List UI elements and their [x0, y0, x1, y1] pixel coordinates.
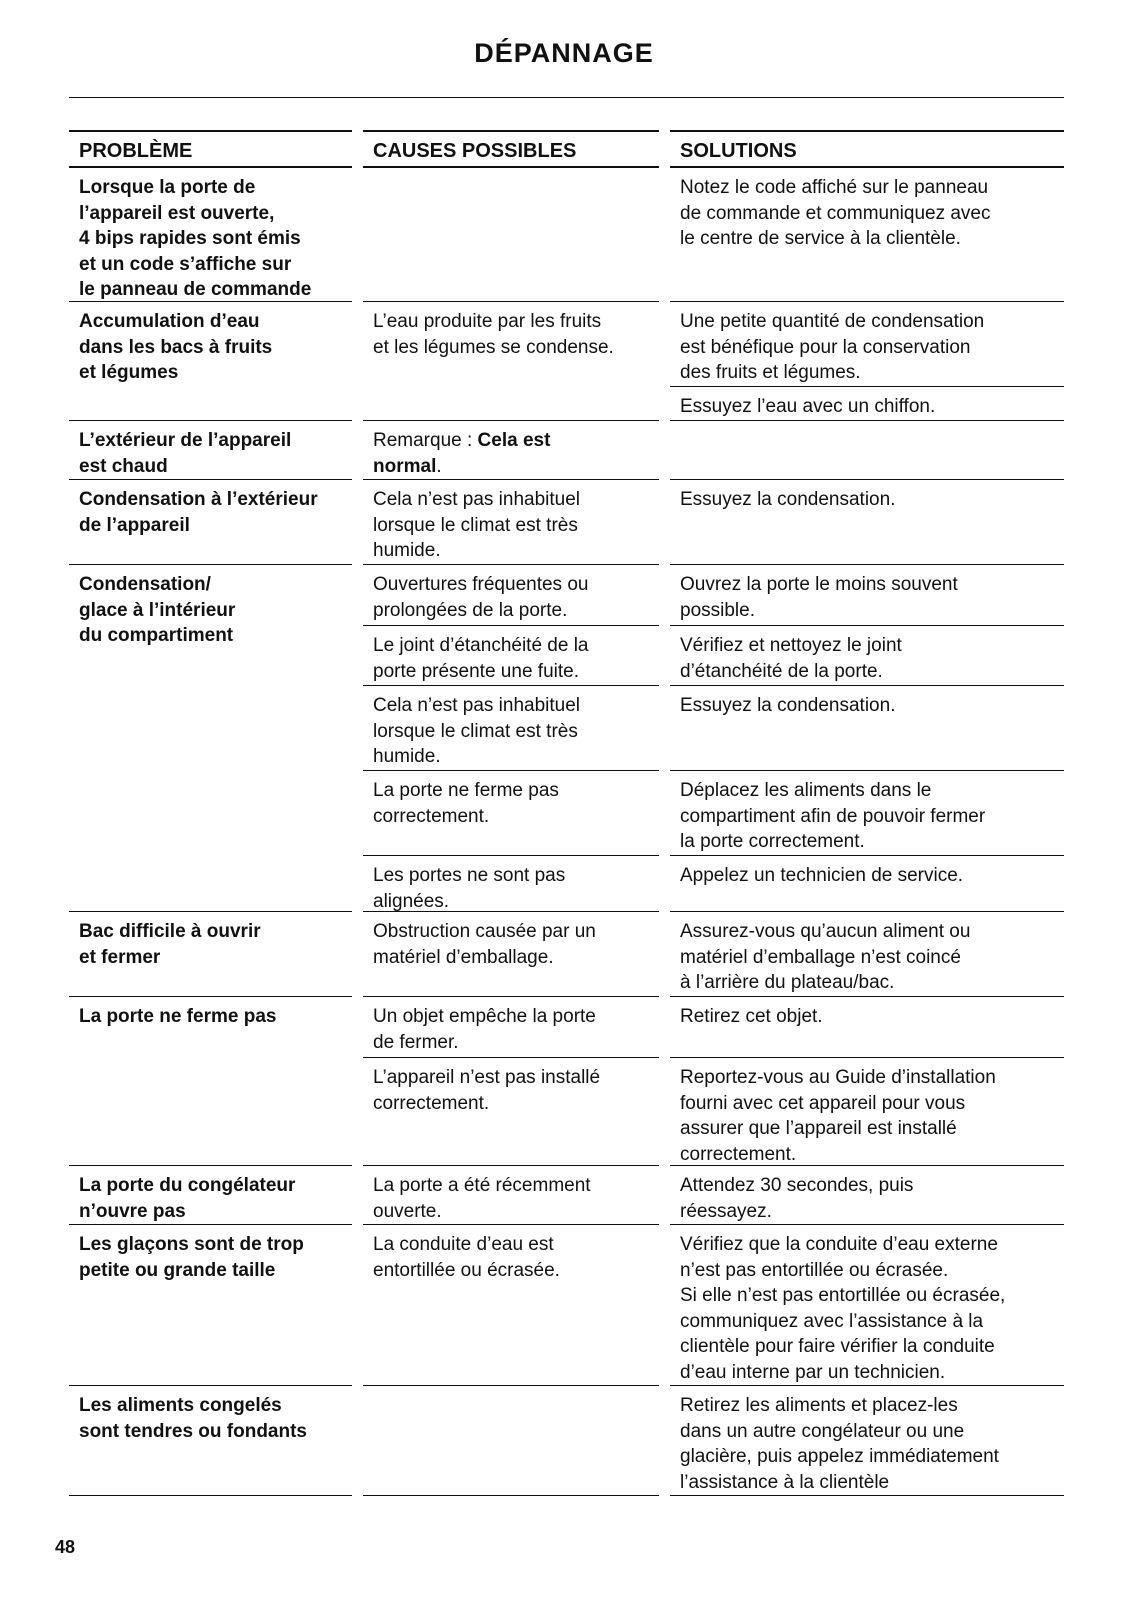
page-number: 48 — [55, 1537, 76, 1557]
cause-cell: Ouvertures fréquentes ou prolongées de la porte. — [363, 565, 659, 626]
header-solutions: SOLUTIONS — [670, 130, 1064, 168]
solution-cell: Reportez-vous au Guide d’installation fourni avec cet appareil pour vous assurer que l’appareil est installé correctement. — [670, 1058, 1064, 1166]
cause-cell-remark — [363, 421, 659, 480]
header-causes: CAUSES POSSIBLES — [363, 130, 659, 168]
title-divider — [69, 97, 1064, 98]
cause-cell — [363, 168, 659, 302]
cause-cell: Un objet empêche la porte de fermer. — [363, 997, 659, 1058]
problem-cell: Accumulation d’eau dans les bacs à fruits et légumes — [69, 302, 352, 421]
cause-cell: L’eau produite par les fruits et les légumes se condense. — [363, 302, 659, 421]
solution-cell: Retirez les aliments et placez-les dans un autre congélateur ou une glacière, puis appelez immédiatement l’assistance à la clientèle — [670, 1386, 1064, 1496]
solution-cell: Assurez-vous qu’aucun aliment ou matériel d’emballage n’est coincé à l’arrière du plateau/bac. — [670, 912, 1064, 997]
remark-bold-1: Cela est — [477, 430, 551, 451]
cause-cell: Les portes ne sont pas alignées. — [363, 856, 659, 912]
problem-cell: La porte ne ferme pas — [69, 997, 352, 1166]
cause-cell: La porte a été récemment ouverte. — [363, 1166, 659, 1225]
remark-bold-2: normal — [373, 455, 437, 477]
solution-cell: Essuyez l’eau avec un chiffon. — [670, 387, 1064, 421]
solution-cell — [670, 421, 1064, 480]
problem-cell: Condensation/ glace à l’intérieur du compartiment — [69, 565, 352, 912]
cause-cell: L’appareil n’est pas installé correctement. — [363, 1058, 659, 1166]
solution-cell: Retirez cet objet. — [670, 997, 1064, 1058]
remark-suffix: . — [436, 455, 442, 477]
solution-cell: Notez le code affiché sur le panneau de commande et communiquez avec le centre de service à la clientèle. — [670, 168, 1064, 302]
problem-cell: Les glaçons sont de trop petite ou grande taille — [69, 1225, 352, 1386]
solution-cell: Essuyez la condensation. — [670, 480, 1064, 565]
solution-cell: Attendez 30 secondes, puis réessayez. — [670, 1166, 1064, 1225]
remark-prefix: Remarque : — [373, 430, 478, 451]
cause-cell: Cela n’est pas inhabituel lorsque le climat est très humide. — [363, 480, 659, 565]
solution-cell: Vérifiez et nettoyez le joint d’étanchéité de la porte. — [670, 626, 1064, 686]
cause-cell: Obstruction causée par un matériel d’emballage. — [363, 912, 659, 997]
solution-cell: Essuyez la condensation. — [670, 686, 1064, 771]
problem-cell: Les aliments congelés sont tendres ou fondants — [69, 1386, 352, 1496]
solution-cell: Une petite quantité de condensation est bénéfique pour la conservation des fruits et légumes. — [670, 302, 1064, 387]
problem-cell: La porte du congélateur n’ouvre pas — [69, 1166, 352, 1225]
page-title: DÉPANNAGE — [474, 38, 654, 68]
header-problem: PROBLÈME — [69, 130, 352, 168]
problem-cell: L’extérieur de l’appareil est chaud — [69, 421, 352, 480]
problem-cell: Lorsque la porte de l’appareil est ouverte, 4 bips rapides sont émis et un code s’affiche sur le panneau de commande — [69, 168, 352, 302]
cause-cell: Cela n’est pas inhabituel lorsque le climat est très humide. — [363, 686, 659, 771]
solution-cell: Ouvrez la porte le moins souvent possible. — [670, 565, 1064, 626]
solution-cell: Appelez un technicien de service. — [670, 856, 1064, 912]
cause-cell: La conduite d’eau est entortillée ou écrasée. — [363, 1225, 659, 1386]
cause-cell: La porte ne ferme pas correctement. — [363, 771, 659, 856]
cause-cell: Le joint d’étanchéité de la porte présente une fuite. — [363, 626, 659, 686]
problem-cell: Bac difficile à ouvrir et fermer — [69, 912, 352, 997]
problem-cell: Condensation à l’extérieur de l’appareil — [69, 480, 352, 565]
solution-cell: Déplacez les aliments dans le compartiment afin de pouvoir fermer la porte correctement. — [670, 771, 1064, 856]
solution-cell: Vérifiez que la conduite d’eau externe n’est pas entortillée ou écrasée. Si elle n’est pas entortillée ou écrasée, communiquez avec l’assistance à la clientèle pour faire vérifier la conduite d’eau interne par un technicien. — [670, 1225, 1064, 1386]
cause-cell — [363, 1386, 659, 1496]
